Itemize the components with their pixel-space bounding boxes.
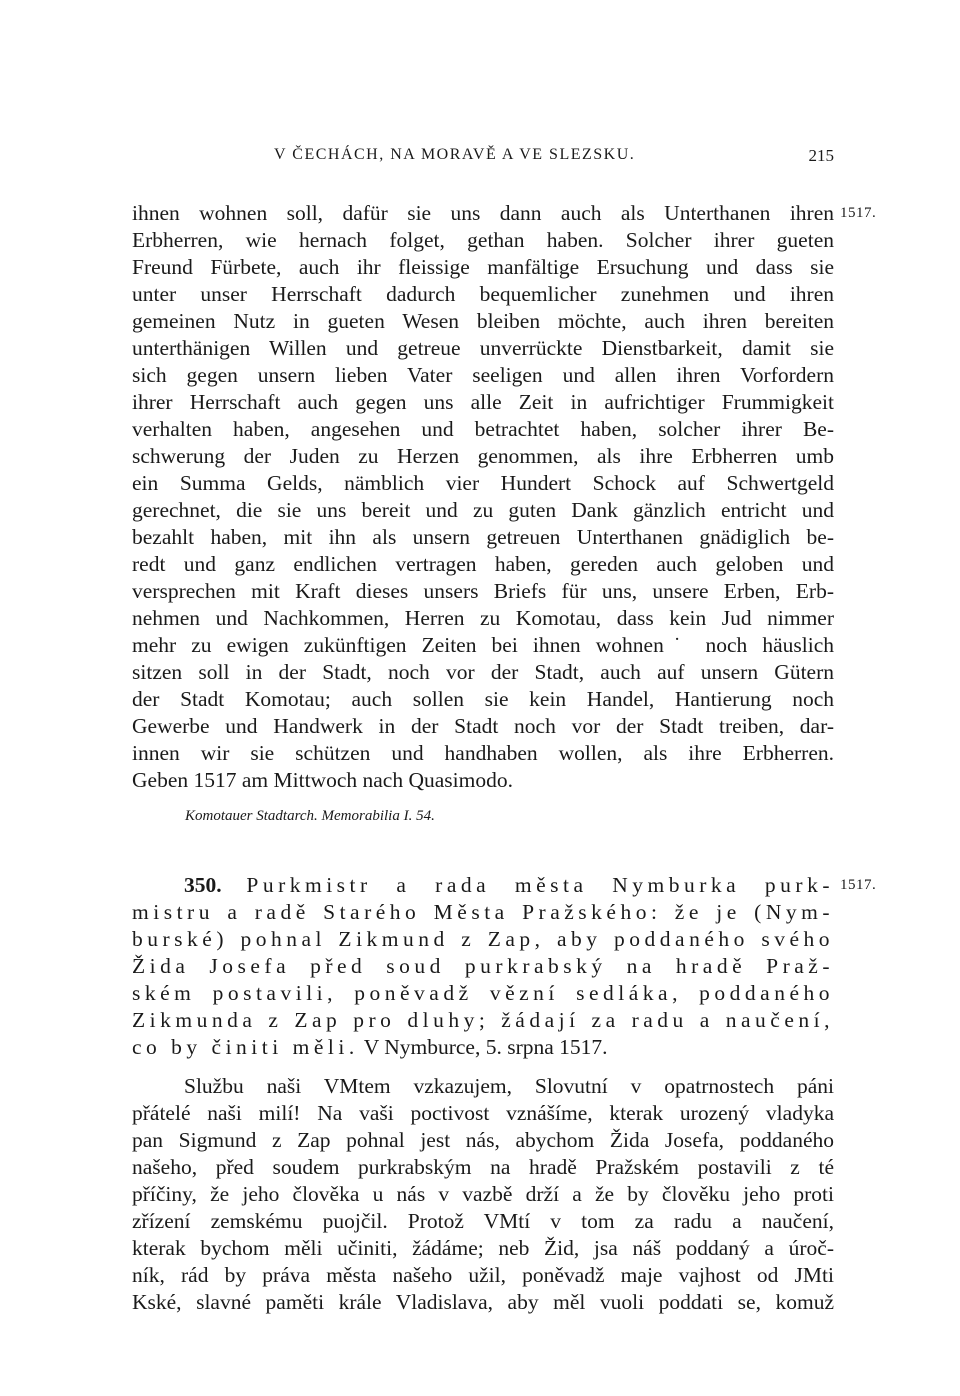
german-text-line: mehr zu ewigen zukünftigen Zeiten bei ihnen wohnen˙ noch häuslich: [132, 633, 834, 657]
letter-line: příčiny, že jeho člověka u nás v vazbě drží a že by člověku jeho proti: [132, 1182, 834, 1206]
letter-line: pan Sigmund z Zap pohnal jest nás, abychom Žida Josefa, poddaného: [132, 1128, 834, 1152]
german-text-line: sitzen soll in der Stadt, noch vor der Stadt, auch auf unsern Gütern: [132, 660, 834, 684]
german-text-line: Geben 1517 am Mittwoch nach Quasimodo.: [132, 768, 513, 792]
regest-date: V Nymburce, 5. srpna 1517.: [358, 1035, 608, 1059]
regest-line: Žida Josefa před soud purkrabský na hradě Praž-: [132, 954, 834, 978]
german-text-line: unterthänigen Willen und getreue unverrückte Dienstbarkeit, damit sie: [132, 336, 834, 360]
german-text-line: innen wir sie schützen und handhaben wollen, als ihre Erbherren.: [132, 741, 834, 765]
german-text-line: Freund Fürbete, auch ihr fleissige manfältige Ersuchung und dass sie: [132, 255, 834, 279]
german-text-line: schwerung der Juden zu Herzen genommen, als ihre Erbherren umb: [132, 444, 834, 468]
german-text-line: nehmen und Nachkommen, Herren zu Komotau, dass kein Jud nimmer: [132, 606, 834, 630]
letter-line: ník, rád by práva města našeho užil, poněvadž maje vajhost od JMti: [132, 1263, 834, 1287]
german-text-line: redt und ganz endlichen vertragen haben, gereden auch geloben und: [132, 552, 834, 576]
german-text-line: gemeinen Nutz in gueten Wesen bleiben möchte, auch ihren bereiten: [132, 309, 834, 333]
german-text-line: ihnen wohnen soll, dafür sie uns dann auch als Unterthanen ihren: [132, 201, 834, 225]
margin-year: 1517.: [840, 205, 877, 221]
regest-last-line: [132, 1034, 834, 1061]
page-number: 215: [808, 146, 834, 165]
german-text-line: unter unser Herrschaft dadurch bequemlicher zunehmen und ihren: [132, 282, 834, 306]
letter-line: přátelé naši milí! Na vaši poctivost vznášíme, kterak urozený vladyka: [132, 1101, 834, 1125]
german-text-line: ein Summa Gelds, nämblich vier Hundert Schock auf Schwertgeld: [132, 471, 834, 495]
letter-line: kterak bychom měli učiniti, žádáme; neb Žid, jsa náš poddaný a úroč-: [132, 1236, 834, 1260]
german-text-line: versprechen mit Kraft dieses unsers Briefs für uns, unsere Erben, Erb-: [132, 579, 834, 603]
letter-line: našeho, před soudem purkrabským na hradě Pražském postavili z té: [132, 1155, 834, 1179]
page-header: [132, 146, 834, 170]
margin-year: 1517.: [840, 877, 877, 893]
german-text-line: verhalten haben, angesehen und betrachtet haben, solcher ihrer Be-: [132, 417, 834, 441]
regest-heading-text: Purkmistr a rada města Nymburka purk-: [246, 873, 835, 897]
regest-line: mistru a radě Starého Města Pražského: že je (Nym-: [132, 900, 834, 924]
letter-line: Kské, slavné paměti krále Vladislava, aby měl vuoli poddati se, komuž: [132, 1290, 834, 1314]
regest-line: Zikmunda z Zap pro dluhy; žádají za radu a naučení,: [132, 1008, 834, 1032]
german-text-line: Gewerbe und Handwerk in der Stadt noch vor der Stadt treiben, dar-: [132, 714, 834, 738]
german-text-line: bezahlt haben, mit ihn als unsern getreuen Unterthanen gnädiglich be-: [132, 525, 834, 549]
regest-line: ském postavili, poněvadž vězní sedláka, poddaného: [132, 981, 834, 1005]
german-text-line: Erbherren, wie hernach folget, gethan haben. Solcher ihrer gueten: [132, 228, 834, 252]
document-number: 350.: [184, 873, 222, 897]
source-citation: Komotauer Stadtarch. Memorabilia I. 54.: [185, 808, 435, 824]
regest-line: burské) pohnal Zikmund z Zap, aby poddaného svého: [132, 927, 834, 951]
german-text-line: sich gegen unsern lieben Vater seeligen und allen ihren Vorfordern: [132, 363, 834, 387]
letter-line: zřízení zemskému puojčil. Protož VMtí v tom za radu a naučení,: [132, 1209, 834, 1233]
german-text-line: der Stadt Komotau; auch sollen sie kein Handel, Hantierung noch: [132, 687, 834, 711]
regest-last-line-spaced: co by činiti měli.: [132, 1035, 359, 1059]
running-title: V ČECHÁCH, NA MORAVĚ A VE SLEZSKU.: [274, 146, 636, 163]
german-text-line: gerechnet, die sie uns bereit und zu guten Dank gänzlich entricht und: [132, 498, 834, 522]
letter-line: Službu naši VMtem vzkazujem, Slovutní v opatrnostech páni: [184, 1074, 834, 1098]
german-text-line: ihrer Herrschaft auch gegen uns alle Zeit in aufrichtiger Frummigkeit: [132, 390, 834, 414]
regest-heading-line: [184, 872, 834, 899]
